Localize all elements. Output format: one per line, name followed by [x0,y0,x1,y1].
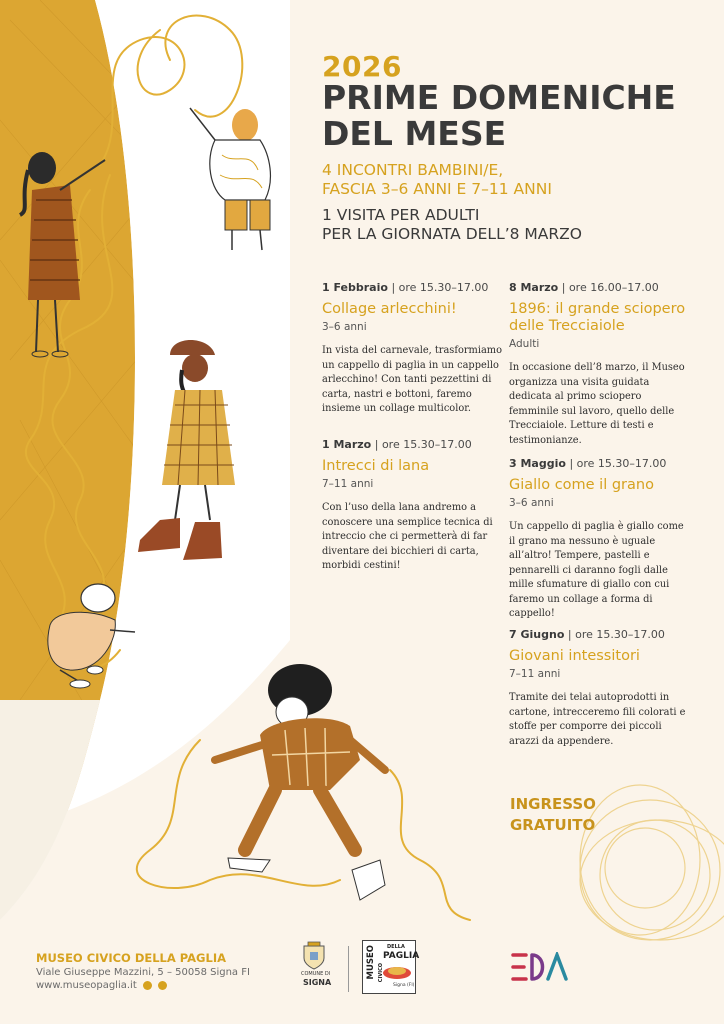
free-entry-line-2: GRATUITO [510,816,596,834]
event-1 [322,281,507,417]
event-date-line [509,281,689,295]
event-time: | ore 15.30–17.00 [569,457,667,470]
partner-logo [510,952,570,986]
subtitle-line-4: PER LA GIORNATA DELL’8 MARZO [322,225,582,243]
event-time: | ore 16.00–17.00 [561,281,659,294]
year-heading: 2026 [322,50,402,83]
event-title: Giallo come il grano [509,477,654,493]
footer-divider [348,946,349,992]
subtitle-line-2: FASCIA 3–6 ANNI E 7–11 ANNI [322,180,552,198]
logo-word-della: DELLA [387,944,405,950]
event-time: | ore 15.30–17.00 [567,628,665,641]
event-age: 7–11 anni [322,478,374,490]
event-5 [509,628,689,749]
event-date: 1 Marzo [322,438,372,451]
event-4 [509,457,689,622]
page-title [322,80,712,152]
event-title: 1896: il grande sciopero delle Trecciaiole [509,301,686,334]
free-entry-label [510,794,596,836]
comune-crest-icon [302,940,326,970]
logo-word-museo: MUSEO [366,945,376,980]
event-age: 7–11 anni [509,668,561,680]
event-age: 3–6 anni [509,497,554,509]
subtitle-line-1: 4 INCONTRI BAMBINI/E, [322,161,504,179]
comune-name: SIGNA [303,978,332,987]
comune-label: COMUNE DI [301,971,331,977]
event-date-line [509,628,689,642]
event-title: Collage arlecchini! [322,301,457,317]
facebook-icon[interactable] [158,981,167,990]
event-age: 3–6 anni [322,321,367,333]
event-2 [322,438,507,574]
event-description: Con l’uso della lana andremo a conoscere una semplice tecnica di intreccio che ci permetterà di far diventare dei bicchieri di carta, morbidi cestini! [322,502,493,571]
event-age: Adulti [509,338,540,350]
museum-address: Viale Giuseppe Mazzini, 5 – 50058 Signa FI [36,967,250,978]
event-title: Intrecci di lana [322,458,430,474]
subtitle-children [322,161,552,199]
museum-logo [362,940,420,994]
event-date-line [509,457,689,471]
event-date-line [322,281,507,295]
website-line [36,980,167,991]
subtitle-adults [322,206,582,244]
instagram-icon[interactable] [143,981,152,990]
event-date: 1 Febbraio [322,281,388,294]
free-entry-line-1: INGRESSO [510,795,596,813]
event-date-line [322,438,507,452]
title-line-1: PRIME DOMENICHE [322,78,676,117]
museum-name: MUSEO CIVICO DELLA PAGLIA [36,951,226,965]
event-3 [509,281,689,448]
event-description: In occasione dell’8 marzo, il Museo organizza una visita guidata dedicata al primo sciopero femminile sul lavoro, quello delle Trecciaiole. Letture di testi e testimonianze. [509,362,685,446]
event-description: Tramite dei telai autoprodotti in cartone, intrecceremo fili colorati e stoffe per comporre dei piccoli arazzi da appendere. [509,692,686,747]
event-description: In vista del carnevale, trasformiamo un cappello di paglia in un cappello arlecchino! Con tanti pezzettini di carta, nastri e bottoni, faremo insieme un collage multicolor. [322,345,502,414]
event-title: Giovani intessitori [509,648,640,664]
logo-word-place: Signa (FI) [393,983,415,988]
event-description: Un cappello di paglia è giallo come il grano ma nessuno è uguale all’altro! Tempere, pastelli e pennarelli ci daranno fogli dalle mille sfumature di giallo con cui faremo un collage a forma di cappello! [509,521,684,619]
title-line-2: DEL MESE [322,114,507,153]
subtitle-line-3: 1 VISITA PER ADULTI [322,206,480,224]
logo-word-civico: CIVICO [378,963,384,983]
event-date: 7 Giugno [509,628,565,641]
event-date: 3 Maggio [509,457,566,470]
event-time: | ore 15.30–17.00 [391,281,489,294]
logo-word-paglia: PAGLIA [383,951,420,961]
event-date: 8 Marzo [509,281,559,294]
event-time: | ore 15.30–17.00 [374,438,472,451]
website-link[interactable]: www.museopaglia.it [36,980,137,991]
